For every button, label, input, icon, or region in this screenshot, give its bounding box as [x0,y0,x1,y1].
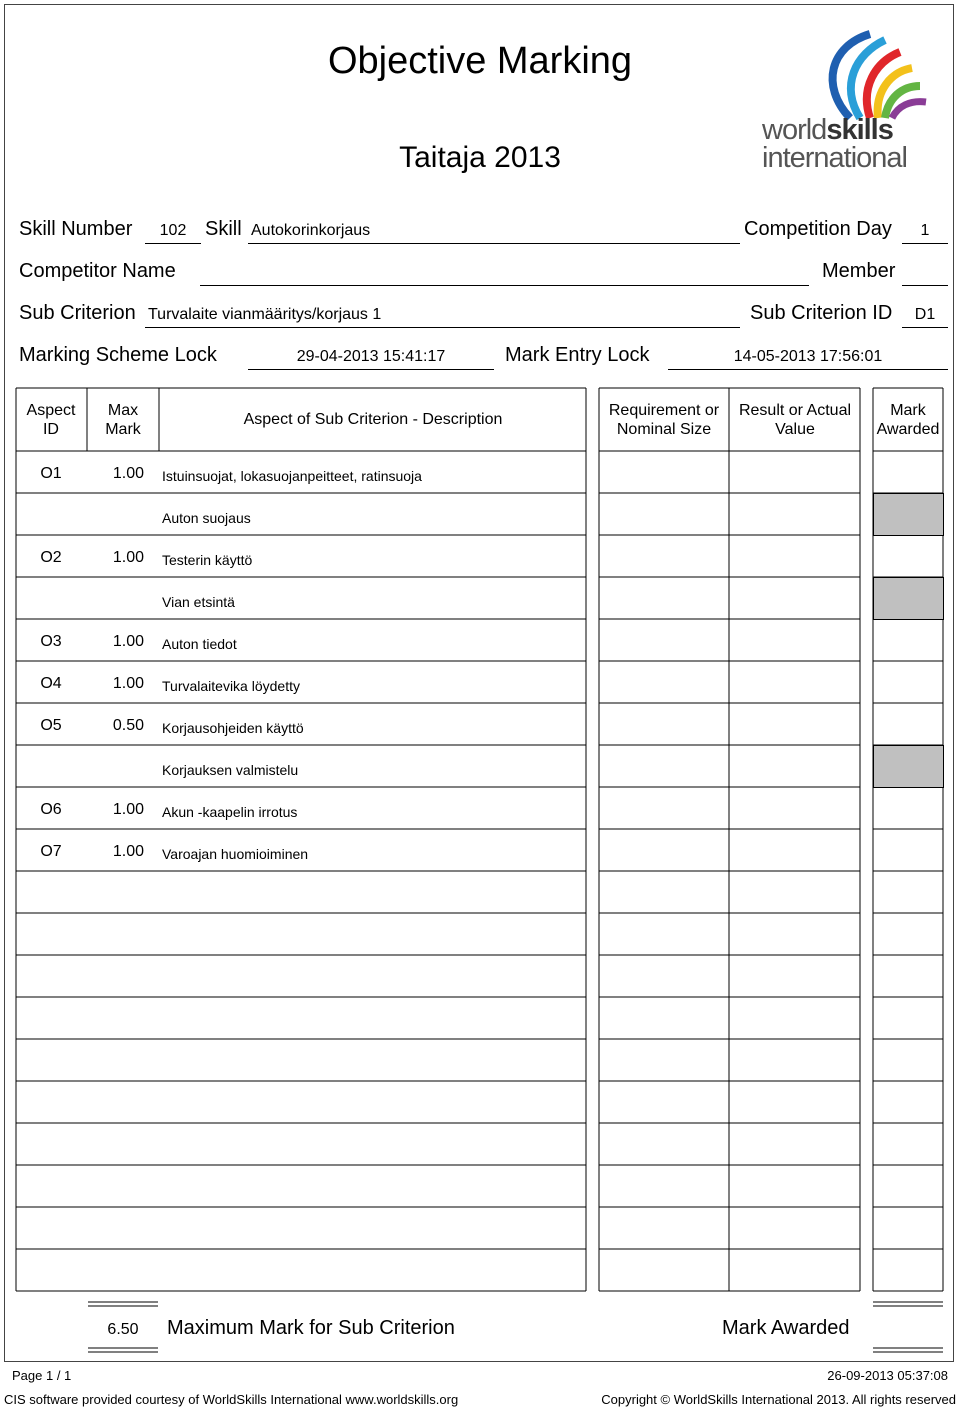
aspect-description: Testerin käyttö [162,552,253,568]
mark-awarded-cell[interactable] [874,662,942,703]
max-mark: 1.00 [112,633,144,650]
skill-number-value: 102 [159,222,187,239]
event-name: Taitaja 2013 [399,141,561,174]
column-header-aspect-id: Aspect ID [26,401,76,438]
aspect-description: Auton suojaus [162,510,251,526]
skill-value: Autokorinkorjaus [251,222,371,239]
skill-number-label: Skill Number [19,218,133,240]
printed-timestamp: 26-09-2013 05:37:08 [827,1368,948,1383]
marking-scheme-lock-label: Marking Scheme Lock [19,344,217,366]
column-header-max-mark: Max Mark [105,401,141,438]
aspect-id: O7 [40,843,62,860]
mark-awarded-cell[interactable] [874,704,942,745]
max-mark: 1.00 [112,843,144,860]
sub-criterion-value: Turvalaite vianmääritys/korjaus 1 [148,306,382,323]
mark-awarded-disabled-cell [873,745,944,788]
competitor-name-label: Competitor Name [19,260,176,282]
mark-awarded-disabled-cell [873,577,944,620]
mark-awarded-total-label: Mark Awarded [722,1317,850,1339]
mark-awarded-cell[interactable] [874,788,942,829]
column-header-requirement: Requirement or Nominal Size [608,401,720,438]
aspect-description: Vian etsintä [162,594,235,610]
mark-entry-lock-value: 14-05-2013 17:56:01 [733,348,883,365]
skill-label: Skill [205,218,242,240]
aspect-description: Istuinsuojat, lokasuojanpeitteet, ratinsuoja [162,468,422,484]
aspect-description: Akun -kaapelin irrotus [162,804,298,820]
logo-text-international: international [762,142,907,174]
aspect-description: Auton tiedot [162,636,237,652]
max-mark: 1.00 [112,801,144,818]
column-header-description: Aspect of Sub Criterion - Description [243,411,503,428]
aspect-id: O6 [40,801,62,818]
member-label: Member [822,260,896,282]
mark-awarded-cell[interactable] [874,536,942,577]
aspect-description: Korjausohjeiden käyttö [162,720,304,736]
mark-entry-lock-label: Mark Entry Lock [505,344,650,366]
marking-scheme-lock-value: 29-04-2013 15:41:17 [296,348,446,365]
competition-day-label: Competition Day [744,218,892,240]
mark-awarded-cell[interactable] [874,830,942,871]
aspect-id: O1 [40,465,62,482]
column-header-result: Result or Actual Value [738,401,852,438]
aspect-id: O5 [40,717,62,734]
competition-day-value: 1 [920,222,930,239]
max-mark-total-label: Maximum Mark for Sub Criterion [167,1317,455,1339]
aspect-description: Turvalaitevika löydetty [162,678,300,694]
mark-awarded-disabled-cell [873,493,944,536]
sub-criterion-id-value: D1 [914,306,936,323]
aspect-id: O2 [40,549,62,566]
courtesy-text: CIS software provided courtesy of WorldSkills International www.worldskills.org [4,1392,459,1407]
page-number: Page 1 / 1 [12,1368,72,1383]
logo-text-skills: skills [826,114,893,146]
aspect-id: O4 [40,675,62,692]
copyright-text: Copyright © WorldSkills International 2013. All rights reserved [601,1392,956,1407]
page-title: Objective Marking [327,40,633,82]
max-mark: 1.00 [112,465,144,482]
max-mark: 1.00 [112,549,144,566]
aspect-description: Korjauksen valmistelu [162,762,299,778]
mark-awarded-cell[interactable] [874,452,942,493]
column-header-mark-awarded: Mark Awarded [876,401,940,438]
aspect-id: O3 [40,633,62,650]
max-mark: 0.50 [112,717,144,734]
max-mark-total: 6.50 [107,1321,139,1338]
aspect-description: Varoajan huomioiminen [162,846,309,862]
logo-text-world: world [762,114,827,146]
mark-awarded-cell[interactable] [874,620,942,661]
sub-criterion-id-label: Sub Criterion ID [750,302,893,324]
max-mark: 1.00 [112,675,144,692]
sub-criterion-label: Sub Criterion [19,302,136,324]
